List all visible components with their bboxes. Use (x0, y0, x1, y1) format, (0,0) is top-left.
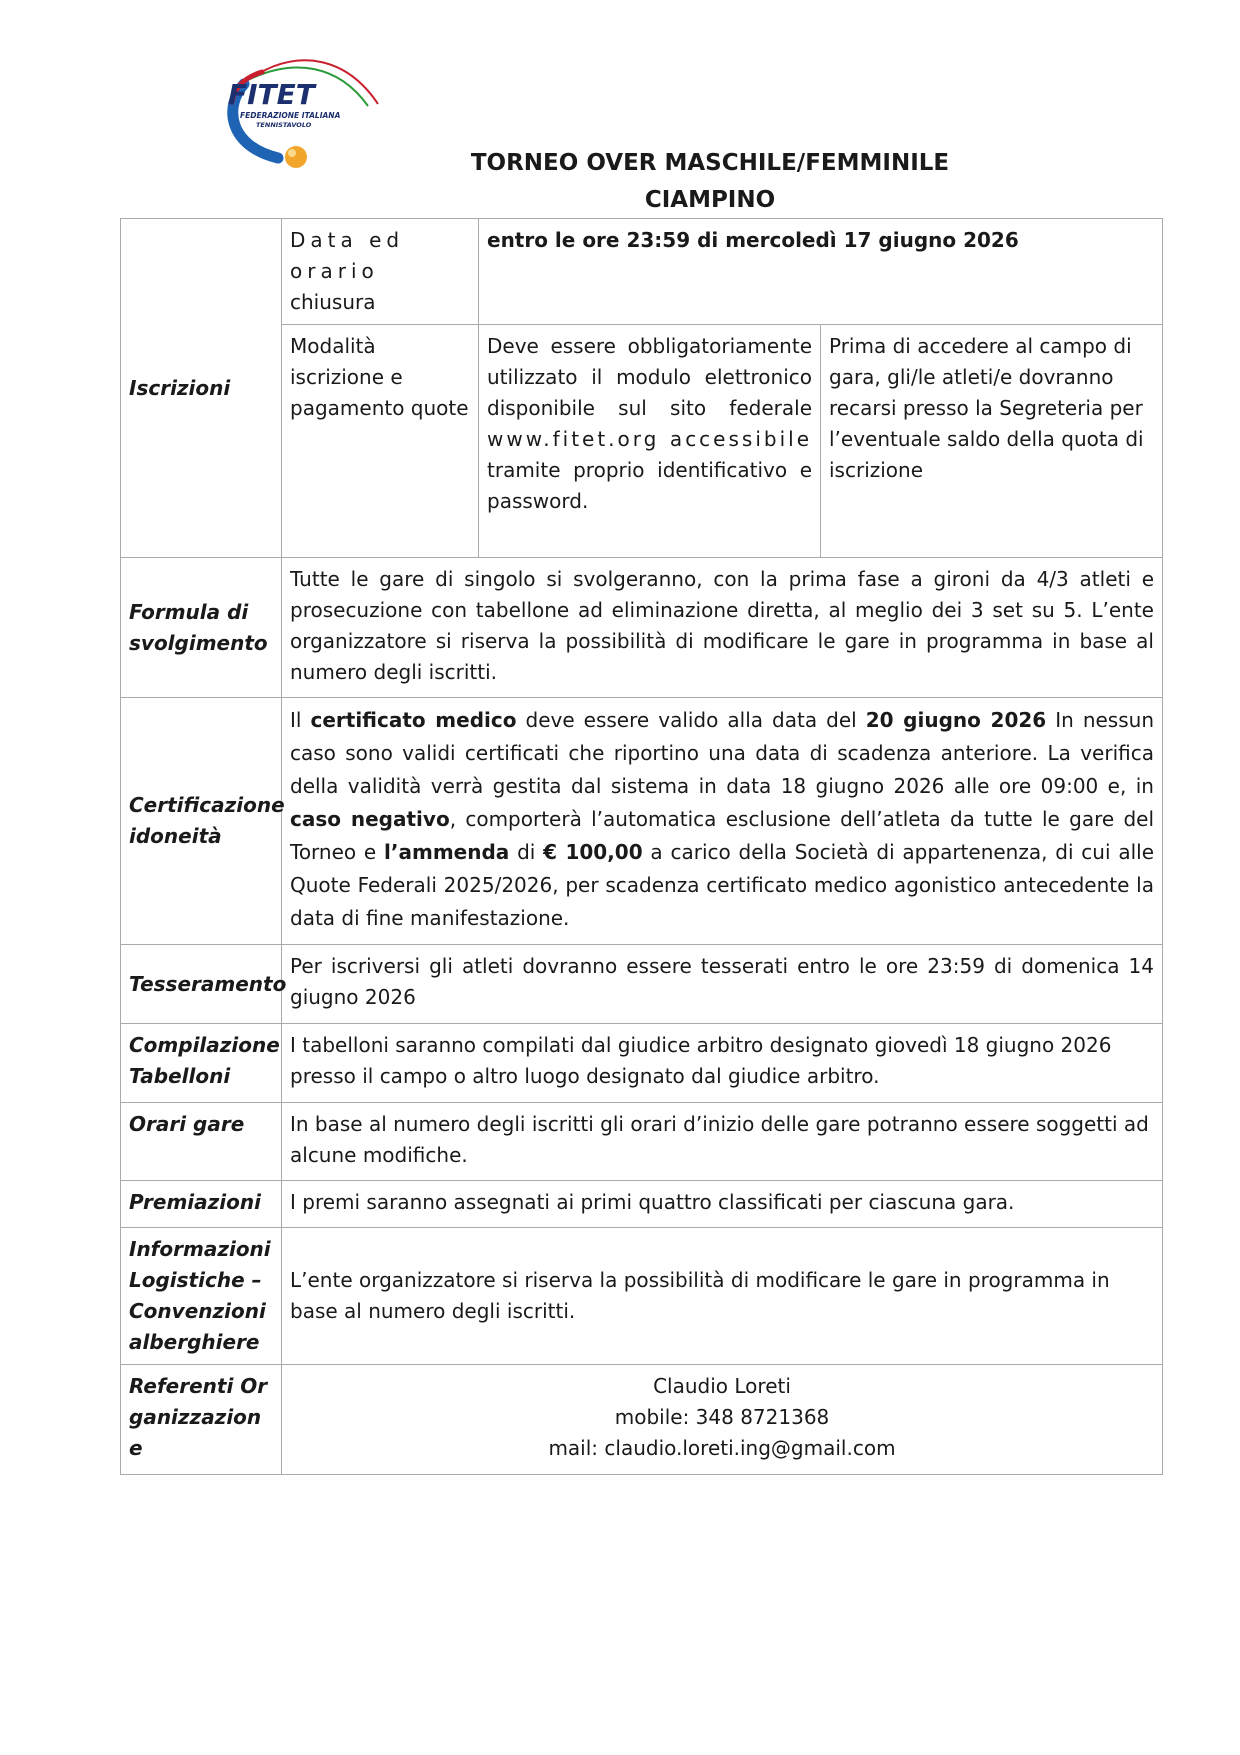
segreteria-text: Prima di accedere al campo di gara, gli/le atleti/e dovranno recarsi presso la Segreteria per l’eventuale saldo della quota di iscrizione (821, 325, 1163, 558)
orari-label: Orari gare (121, 1103, 282, 1181)
modalita-text: Deve essere obbligatoriamente utilizzato il modulo elettronico disponibile sul sito federale www.fitet.org accessibile tramite proprio identificativo e password. (479, 325, 821, 558)
table-row (121, 1365, 1163, 1475)
referenti-contacts (282, 1365, 1163, 1475)
compilazione-label: Compilazione Tabelloni (121, 1024, 282, 1103)
table-row (121, 945, 1163, 1024)
premiazioni-label: Premiazioni (121, 1181, 282, 1228)
fitet-site-link: www.fitet.org accessibile (487, 427, 812, 451)
tesseramento-label: Tesseramento (121, 945, 282, 1024)
logistica-text: L’ente organizzatore si riserva la possibilità di modificare le gare in programma in base al numero degli iscritti. (282, 1228, 1163, 1365)
referente-mobile[interactable]: mobile: 348 8721368 (614, 1405, 830, 1429)
table-row (121, 1228, 1163, 1365)
page-subtitle: CIAMPINO (644, 187, 776, 213)
logistica-label: Informazioni Logistiche – Convenzioni alberghiere (121, 1228, 282, 1365)
formula-text: Tutte le gare di singolo si svolgeranno, con la prima fase a gironi da 4/3 atleti e prosecuzione con tabellone ad eliminazione diretta, al meglio dei 3 set su 5. L’ente organizzatore si riserva la possibilità di modificare le gare in programma in base al numero degli iscritti. (282, 558, 1163, 698)
formula-label: Formula di svolgimento (121, 558, 282, 698)
logo-subtext-2: TENNISTAVOLO (256, 121, 312, 129)
orari-text: In base al numero degli iscritti gli orari d’inizio delle gare potranno essere soggetti ad alcune modifiche. (282, 1103, 1163, 1181)
table-row (121, 1103, 1163, 1181)
referente-mail[interactable]: mail: claudio.loreti.ing@gmail.com (548, 1436, 896, 1460)
table-row (121, 1181, 1163, 1228)
table-row (121, 558, 1163, 698)
certificazione-text: Il certificato medico deve essere valido alla data del 20 giugno 2026 In nessun caso sono validi certificati che riportino una data di scadenza anteriore. La verifica della validità verrà gestita dal sistema in data 18 giugno 2026 alle ore 09:00 e, in caso negativo, comporterà l’automatica esclusione dell’atleta da tutte le gare del Torneo e l’ammenda di € 100,00 a carico della Società di appartenenza, di cui alle Quote Federali 2025/2026, per scadenza certificato medico agonistico antecedente la data di fine manifestazione. (282, 698, 1163, 945)
chiusura-value: entro le ore 23:59 di mercoledì 17 giugno 2026 (479, 219, 1163, 325)
referente-name: Claudio Loreti (653, 1374, 791, 1398)
table-row (121, 219, 1163, 325)
tournament-info-table (120, 218, 1163, 1475)
table-row (121, 698, 1163, 945)
modalita-label: Modalità iscrizione e pagamento quote (282, 325, 479, 558)
premiazioni-text: I premi saranno assegnati ai primi quattro classificati per ciascuna gara. (282, 1181, 1163, 1228)
chiusura-label: Data ed orario chiusura (282, 219, 479, 325)
compilazione-text: I tabelloni saranno compilati dal giudice arbitro designato giovedì 18 giugno 2026 presso il campo o altro luogo designato dal giudice arbitro. (282, 1024, 1163, 1103)
logo-text: FITET (228, 78, 315, 111)
logo-subtext-1: FEDERAZIONE ITALIANA (240, 111, 341, 120)
certificazione-label: Certificazione idoneità (121, 698, 282, 945)
table-row (121, 1024, 1163, 1103)
tesseramento-text: Per iscriversi gli atleti dovranno essere tesserati entro le ore 23:59 di domenica 14 giugno 2026 (282, 945, 1163, 1024)
iscrizioni-label: Iscrizioni (121, 219, 282, 558)
page-title: TORNEO OVER MASCHILE/FEMMINILE (470, 150, 950, 176)
referenti-label: Referenti Organizzazion e (121, 1365, 282, 1475)
